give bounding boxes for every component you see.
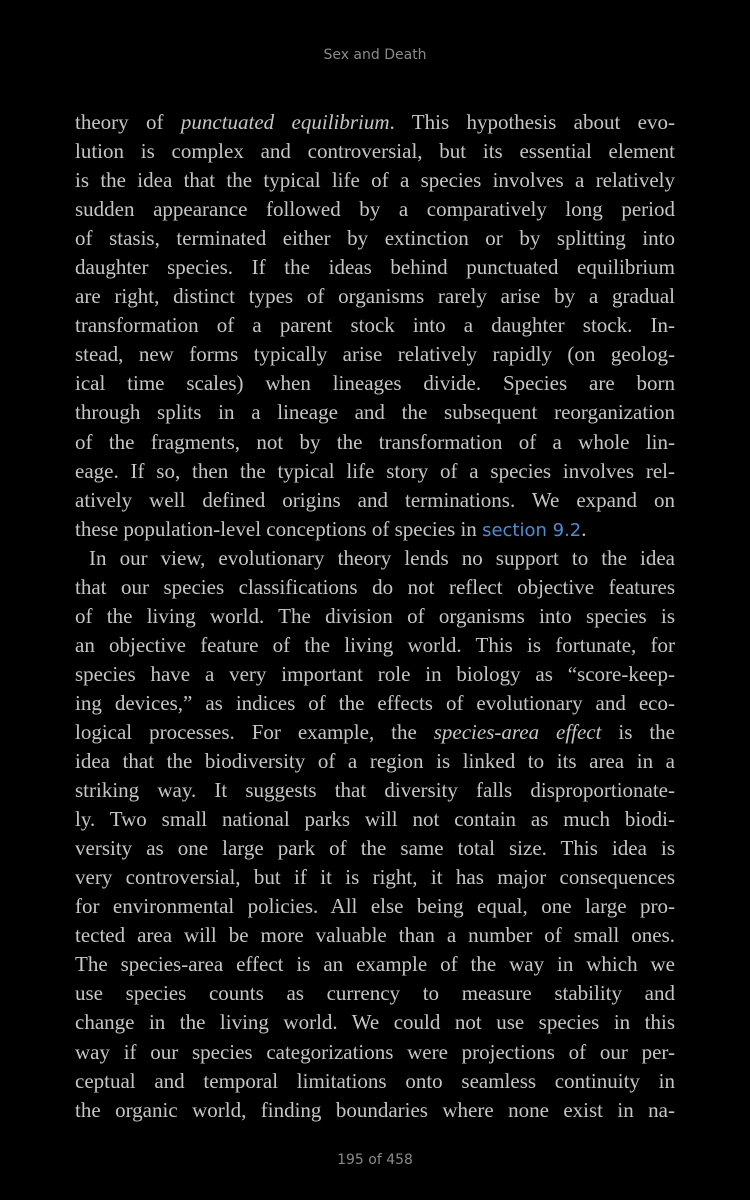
text-segment: that our species classifications do not reflect objective features (75, 574, 675, 599)
text-segment: stead, new forms typically arise relatively rapidly (on geolog- (75, 342, 675, 367)
text-line (75, 515, 675, 544)
text-segment: daughter species. If the ideas behind punctuated equilibrium (75, 255, 675, 280)
text-segment: ing devices,” as indices of the effects of evolutionary and eco- (75, 690, 675, 715)
text-segment: ceptual and temporal limitations onto seamless continuity in (75, 1068, 675, 1093)
text-line (75, 950, 675, 979)
text-line (75, 573, 675, 602)
text-line (75, 1096, 675, 1125)
running-header-title: Sex and Death (323, 47, 427, 63)
text-segment: is the (601, 719, 675, 744)
text-line (75, 979, 675, 1008)
text-line (75, 1038, 675, 1067)
text-segment: versity as one large park of the same total size. This idea is (75, 836, 675, 861)
text-line (75, 602, 675, 631)
text-line (75, 1008, 675, 1037)
text-line (75, 921, 675, 950)
text-segment: theory of (75, 110, 181, 134)
text-line (75, 892, 675, 921)
text-line (75, 253, 675, 282)
text-segment: idea that the biodiversity of a region is linked to its area in a (75, 749, 675, 774)
text-line (75, 166, 675, 195)
text-line (75, 398, 675, 427)
text-line (75, 311, 675, 340)
text-segment: way if our species categorizations were projections of our per- (75, 1039, 675, 1064)
italic-term: punctuated equilibrium (180, 110, 390, 134)
text-line (75, 805, 675, 834)
text-line (75, 660, 675, 689)
text-segment: are right, distinct types of organisms rarely arise by a gradual (75, 284, 675, 309)
text-segment: is the idea that the typical life of a species involves a relatively (75, 168, 675, 193)
text-segment: an objective feature of the living world. This is fortunate, for (75, 632, 675, 657)
text-line (75, 282, 675, 311)
text-segment: for environmental policies. All else being equal, one large pro- (75, 894, 675, 919)
text-segment: . This hypothesis about evo- (389, 110, 675, 134)
text-line (75, 776, 675, 805)
text-segment: tected area will be more valuable than a number of small ones. (75, 923, 675, 948)
text-segment: species have a very important role in biology as “score-keep- (75, 661, 675, 686)
text-segment: of the living world. The division of organisms into species is (75, 603, 675, 628)
text-segment: In our view, evolutionary theory lends no support to the idea (89, 545, 675, 570)
text-segment: transformation of a parent stock into a daughter stock. In- (75, 313, 675, 338)
text-segment: use species counts as currency to measure stability and (75, 981, 675, 1006)
text-segment: . (581, 516, 587, 541)
text-segment: these population-level conceptions of species in (75, 516, 483, 541)
text-segment: striking way. It suggests that diversity falls disproportionate- (75, 778, 675, 803)
text-segment: very controversial, but if it is right, it has major consequences (75, 865, 675, 890)
text-line (75, 544, 675, 573)
text-line (75, 834, 675, 863)
page-number-indicator: 195 of 458 (337, 1152, 413, 1168)
text-line (75, 631, 675, 660)
text-segment: ly. Two small national parks will not contain as much biodi- (75, 807, 675, 832)
text-segment: The species-area effect is an example of the way in which we (75, 952, 675, 977)
text-line (75, 1067, 675, 1096)
text-line (75, 747, 675, 776)
italic-term: species-area effect (433, 719, 602, 744)
text-segment: atively well defined origins and terminations. We expand on (75, 487, 675, 512)
text-segment: through splits in a lineage and the subsequent reorganization (75, 400, 675, 425)
text-line (75, 486, 675, 515)
text-line (75, 689, 675, 718)
text-segment: sudden appearance followed by a comparatively long period (75, 197, 675, 222)
text-segment: ical time scales) when lineages divide. Species are born (75, 371, 675, 396)
text-line (75, 137, 675, 166)
text-segment: lution is complex and controversial, but its essential element (75, 139, 675, 164)
text-segment: of stasis, terminated either by extinction or by splitting into (75, 226, 675, 251)
text-line (75, 718, 675, 747)
text-line (75, 428, 675, 457)
text-line (75, 224, 675, 253)
section-link[interactable]: section 9.2 (482, 519, 582, 541)
text-segment: change in the living world. We could not use species in this (75, 1010, 675, 1035)
text-line (75, 457, 675, 486)
text-line (75, 195, 675, 224)
text-segment: the organic world, finding boundaries where none exist in na- (75, 1097, 675, 1122)
text-segment: logical processes. For example, the (75, 719, 434, 744)
text-segment: eage. If so, then the typical life story of a species involves rel- (75, 458, 675, 483)
text-line (75, 340, 675, 369)
text-line (75, 108, 675, 137)
text-line (75, 863, 675, 892)
text-segment: of the fragments, not by the transformation of a whole lin- (75, 429, 675, 454)
text-line (75, 369, 675, 398)
page-body-text (75, 108, 675, 1125)
